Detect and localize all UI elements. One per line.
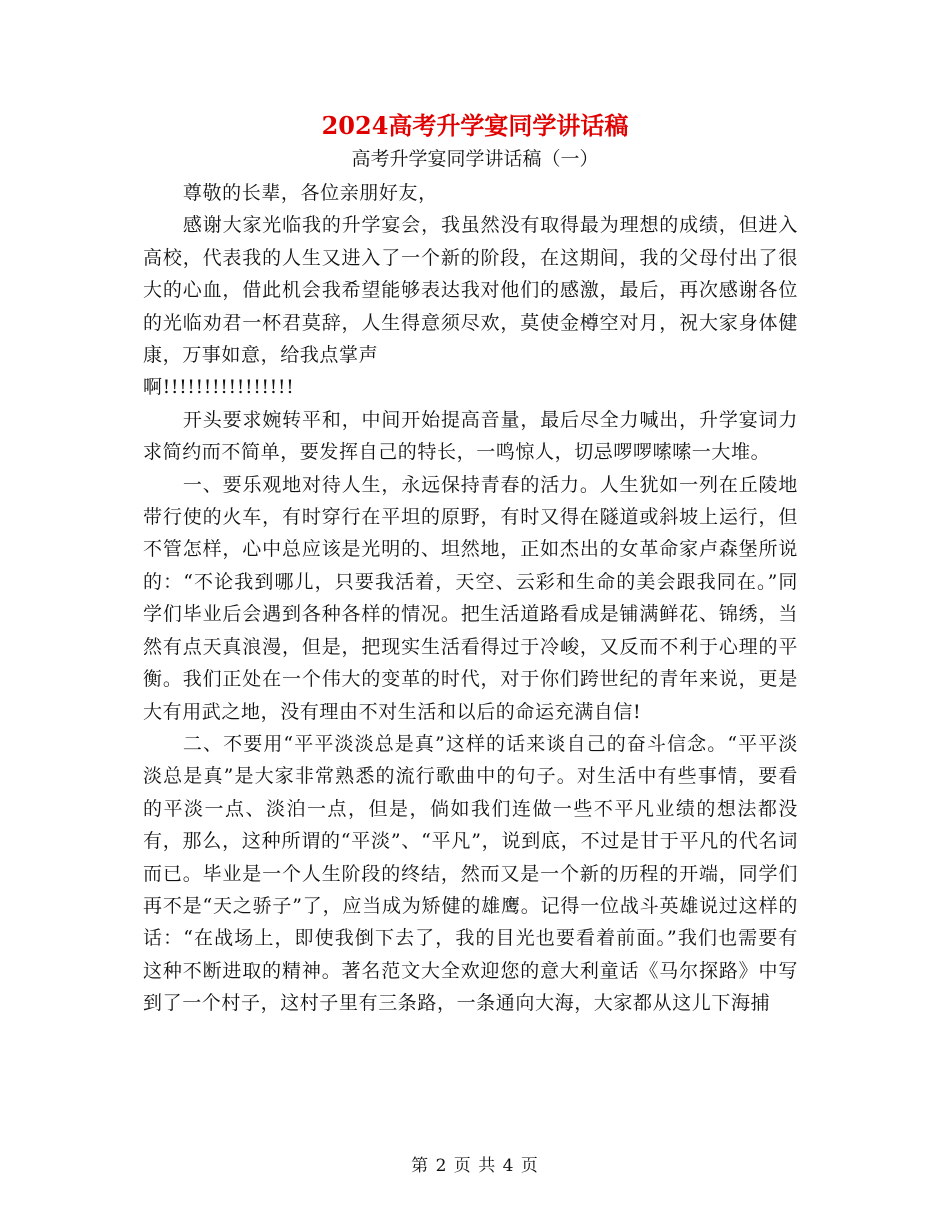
paragraph-point-one: 一、要乐观地对待人生，永远保持青春的活力。人生犹如一列在丘陵地带行使的火车，有时穿行在平坦的原野，有时又得在隧道或斜坡上运行，但不管怎样，心中总应该是光明的、坦然地，正如杰出的女革命家卢森堡所说的：“不论我到哪儿，只要我活着，天空、云彩和生命的美会跟我同在。”同学们毕业后会遇到各种各样的情况。把生活道路看成是铺满鲜花、锦绣，当然有点天真浪漫，但是，把现实生活看得过于冷峻，又反而不利于心理的平衡。我们正处在一个伟大的变革的时代，对于你们跨世纪的青年来说，更是大有用武之地，没有理由不对生活和以后的命运充满自信! <box>143 473 798 723</box>
paragraph-thanks: 感谢大家光临我的升学宴会，我虽然没有取得最为理想的成绩，但进入高校，代表我的人生又进入了一个新的阶段，在这期间，我的父母付出了很大的心血，借此机会我希望能够表达我对他们的感激，最后，再次感谢各位的光临劝君一杯君莫辞，人生得意须尽欢，莫使金樽空对月，祝大家身体健康，万事如意，给我点掌声 <box>143 214 798 367</box>
paragraph-exclamation: 啊!!!!!!!!!!!!!!!! <box>143 376 295 399</box>
paragraph-tips: 开头要求婉转平和，中间开始提高音量，最后尽全力喊出，升学宴词力求简约而不简单，要发挥自己的特长，一鸣惊人，切忌啰啰嗦嗦一大堆。 <box>143 408 798 464</box>
document-title: 2024高考升学宴同学讲话稿 <box>321 111 629 140</box>
document-subtitle: 高考升学宴同学讲话稿（一） <box>351 148 599 170</box>
paragraph-greeting: 尊敬的长辈，各位亲朋好友， <box>182 182 438 204</box>
document-body <box>143 177 798 1020</box>
paragraph-point-two: 二、不要用“平平淡淡总是真”这样的话来谈自己的奋斗信念。“平平淡淡总是真”是大家非常熟悉的流行歌曲中的句子。对生活中有些事情，要看的平淡一点、淡泊一点，但是，倘如我们连做一些不平凡业绩的想法都没有，那么，这种所谓的“平淡”、“平凡”，说到底，不过是甘于平凡的代名词而已。毕业是一个人生阶段的终结，然而又是一个新的历程的开端，同学们再不是“天之骄子”了，应当成为矫健的雄鹰。记得一位战斗英雄说过这样的话：“在战场上，即使我倒下去了，我的目光也要看着前面。”我们也需要有这种不断进取的精神。著名范文大全欢迎您的意大利童话《马尔探路》中写到了一个村子，这村子里有三条路，一条通向大海，大家都从这儿下海捕 <box>143 732 798 1015</box>
page-footer: 第 2 页 共 4 页 <box>411 1156 539 1176</box>
